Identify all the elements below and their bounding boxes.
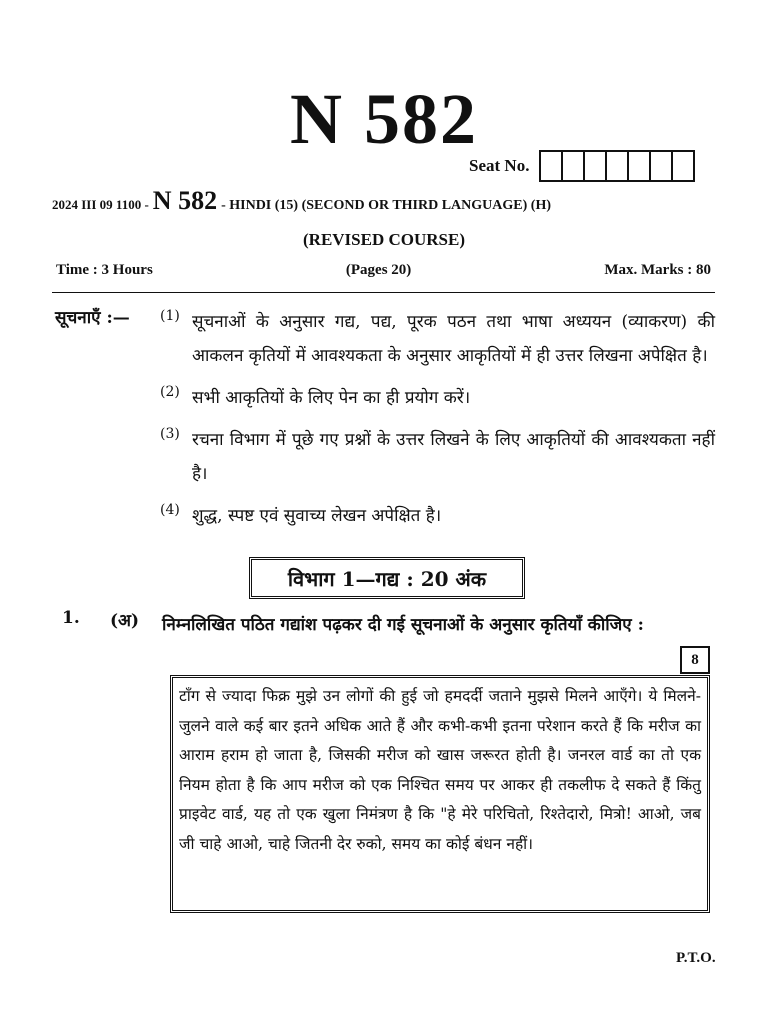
instruction-text: रचना विभाग में पूछे गए प्रश्नों के उत्तर लिखने के लिए आकृतियों की आवश्यकता नहीं है। [192,430,715,484]
instructions-heading: सूचनाएँ :— [55,308,130,328]
seat-box[interactable] [649,152,671,180]
seat-box[interactable] [671,152,693,180]
pages-label: (Pages 20) [345,262,412,278]
marks-label: Max. Marks : 80 [604,262,711,278]
code-big: N 582 [152,186,218,215]
question-subpart: (अ) [110,611,140,631]
instruction-text: शुद्ध, स्पष्ट एवं सुवाच्य लेखन अपेक्षित है। [192,506,442,526]
divider [52,292,715,293]
code-subject: - HINDI (15) (SECOND OR THIRD LANGUAGE) (H) [221,198,551,213]
code-prefix: 2024 III 09 1100 - [52,197,149,212]
instruction-number: (1) [160,308,180,324]
time-label: Time : 3 Hours [56,262,153,278]
instruction-text: सूचनाओं के अनुसार गद्य, पद्य, पूरक पठन तथा भाषा अध्ययन (व्याकरण) की आकलन कृतियों में आवश्यकता के अनुसार आकृतियों में ही उत्तर लिखना अपेक्षित है। [192,312,715,366]
seat-box[interactable] [627,152,649,180]
instruction-text: सभी आकृतियों के लिए पेन का ही प्रयोग करें। [192,388,471,408]
passage-box: टाँग से ज्यादा फिक्र मुझे उन लोगों की हुई जो हमदर्दी जताने मुझसे मिलने आएँगे। ये मिलने-जुलने वाले कई बार इतने अधिक आते हैं और कभी-कभी इतना परेशान करते हैं कि मरीज का आराम हराम हो जाता है, जिसकी मरीज को खास जरूरत होती है। जनरल वार्ड का तो एक नियम होता है कि आप मरीज को एक निश्चित समय पर आकर ही तकलीफ दे सकते हैं किंतु प्राइवेट वार्ड, यह तो एक खुला निमंत्रण है कि "हे मेरे परिचितो, रिश्तेदारो, मित्रो! आओ, जब जी चाहे आओ, चाहे जितनी देर रुको, समय का कोई बंधन नहीं। [170,675,710,913]
question-text: निम्नलिखित पठित गद्यांश पढ़कर दी गई सूचनाओं के अनुसार कृतियाँ कीजिए : [162,615,644,635]
seat-box[interactable] [605,152,627,180]
marks-badge: 8 [680,646,710,674]
seat-box[interactable] [561,152,583,180]
pto-label: P.T.O. [676,950,716,966]
seat-label: Seat No. [469,156,530,175]
course-title: (REVISED COURSE) [303,230,465,249]
paper-code-line [52,186,551,216]
instruction-number: (4) [160,502,180,518]
seat-number-block [469,150,695,182]
instruction-number: (3) [160,426,180,442]
seat-box[interactable] [541,152,561,180]
exam-meta [56,262,711,279]
section-heading: विभाग 1—गद्य : 20 अंक [249,557,525,599]
question-number: 1. [62,608,80,628]
instruction-number: (2) [160,384,180,400]
paper-code: N 582 [290,79,478,159]
seat-number-boxes [539,150,695,182]
instructions [55,305,715,533]
question-row [62,608,717,642]
seat-box[interactable] [583,152,605,180]
